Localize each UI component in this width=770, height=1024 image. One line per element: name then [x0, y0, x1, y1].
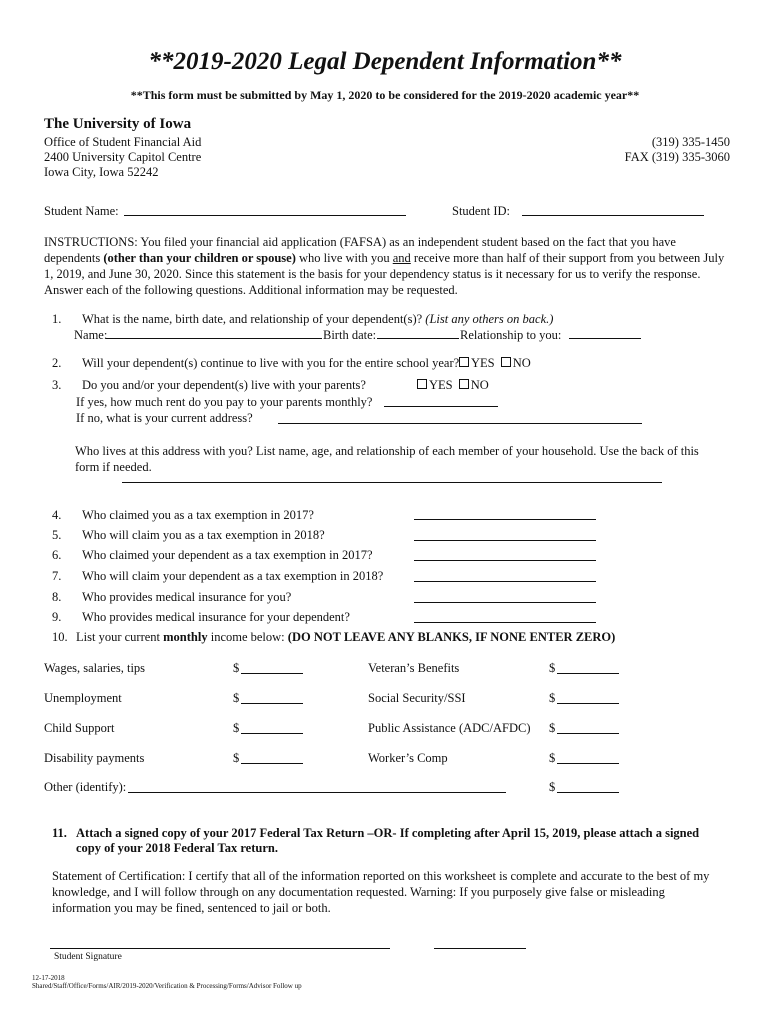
- office-address: 2400 University Capitol Centre: [44, 150, 202, 164]
- q1-relationship-label: Relationship to you:: [460, 328, 562, 342]
- question-1: 1. What is the name, birth date, and relationship of your dependent(s)? (List any others on back.): [52, 312, 554, 326]
- veterans-amount-field[interactable]: [557, 673, 619, 674]
- household-question: Who lives at this address with you? List name, age, and relationship of each member of your household. Use the back of this form if needed.: [75, 444, 699, 474]
- disability-amount-field[interactable]: [241, 763, 303, 764]
- q3-rent-label: If yes, how much rent do you pay to your parents monthly?: [76, 395, 373, 409]
- other-amount-field[interactable]: [557, 792, 619, 793]
- certification-statement: Statement of Certification: I certify that all of the information reported on this worksheet is complete and accurate to the best of my knowledge, and I will follow through on any documentation requested. Warning: If you purposely give false or misleading information you may be fined, sentenced to jail or both.: [52, 869, 710, 915]
- q8-answer-field[interactable]: [414, 602, 596, 603]
- q3-yes-checkbox[interactable]: [417, 379, 427, 389]
- student-signature-field[interactable]: [50, 948, 390, 949]
- question-2: 2. Will your dependent(s) continue to live with you for the entire school year?: [52, 356, 460, 370]
- current-address-field[interactable]: [278, 423, 642, 424]
- office-city: Iowa City, Iowa 52242: [44, 165, 159, 179]
- university-name: The University of Iowa: [44, 116, 192, 132]
- question-3: 3. Do you and/or your dependent(s) live with your parents?: [52, 378, 366, 392]
- dependent-name-field[interactable]: [106, 338, 322, 339]
- question-4: 4. Who claimed you as a tax exemption in 2017?: [52, 508, 314, 522]
- dollar-sign: $: [549, 691, 556, 705]
- child-support-amount-field[interactable]: [241, 733, 303, 734]
- signature-date-field[interactable]: [434, 948, 526, 949]
- q9-answer-field[interactable]: [414, 622, 596, 623]
- student-name-label: Student Name:: [44, 204, 119, 218]
- form-title: **2019-2020 Legal Dependent Information**: [148, 48, 622, 75]
- office-fax: FAX (319) 335-3060: [624, 150, 730, 164]
- income-public-assistance-label: Public Assistance (ADC/AFDC): [368, 721, 531, 735]
- question-6: 6. Who claimed your dependent as a tax exemption in 2017?: [52, 548, 373, 562]
- dollar-sign: $: [233, 661, 240, 675]
- q2-no-checkbox[interactable]: [501, 357, 511, 367]
- q6-answer-field[interactable]: [414, 560, 596, 561]
- income-child-support-label: Child Support: [44, 721, 115, 735]
- ssi-amount-field[interactable]: [557, 703, 619, 704]
- dollar-sign: $: [233, 691, 240, 705]
- dollar-sign: $: [549, 661, 556, 675]
- question-10: 10. List your current monthly income below: (DO NOT LEAVE ANY BLANKS, IF NONE ENTER ZERO): [52, 630, 616, 644]
- question-8: 8. Who provides medical insurance for you?: [52, 590, 292, 604]
- dollar-sign: $: [549, 780, 556, 794]
- income-workers-comp-label: Worker’s Comp: [368, 751, 448, 765]
- office-name: Office of Student Financial Aid: [44, 135, 202, 149]
- q1-name-label: Name:: [74, 328, 108, 342]
- income-unemployment-label: Unemployment: [44, 691, 122, 705]
- dollar-sign: $: [549, 751, 556, 765]
- q2-yes-checkbox[interactable]: [459, 357, 469, 367]
- income-wages-label: Wages, salaries, tips: [44, 661, 146, 675]
- income-disability-label: Disability payments: [44, 751, 145, 765]
- question-9: 9. Who provides medical insurance for your dependent?: [52, 610, 350, 624]
- student-name-field[interactable]: [124, 215, 406, 216]
- office-phone: (319) 335-1450: [651, 135, 730, 149]
- student-signature-label: Student Signature: [54, 952, 122, 962]
- workers-comp-amount-field[interactable]: [557, 763, 619, 764]
- revision-date: 12-17-2018: [32, 974, 65, 982]
- question-7: 7. Who will claim your dependent as a tax exemption in 2018?: [52, 569, 384, 583]
- file-path: Shared/Staff/Office/Forms/AIR/2019-2020/Verification & Processing/Forms/Advisor Follow up: [32, 982, 302, 990]
- question-5: 5. Who will claim you as a tax exemption in 2018?: [52, 528, 325, 542]
- item-11-continued: copy of your 2018 Federal Tax return.: [76, 841, 278, 855]
- q7-answer-field[interactable]: [414, 581, 596, 582]
- instructions: INSTRUCTIONS: You filed your financial aid application (FAFSA) as an independent student based on the fact that you have dependents (other than your children or spouse) who live with you and receive more than half of their support from you between July 1, 2019, and June 30, 2020. Since this statement is the basis for your dependency status is it necessary for us to verify the response. Answer each of the following questions. Additional information may be requested.: [44, 235, 725, 297]
- q5-answer-field[interactable]: [414, 540, 596, 541]
- item-11: 11. Attach a signed copy of your 2017 Federal Tax Return –OR- If completing after April 15, 2019, please attach a signed: [52, 826, 700, 840]
- q3-address-label: If no, what is your current address?: [76, 411, 253, 425]
- q1-birth-label: Birth date:: [323, 328, 377, 342]
- rent-amount-field[interactable]: [384, 406, 498, 407]
- dependent-birthdate-field[interactable]: [377, 338, 459, 339]
- wages-amount-field[interactable]: [241, 673, 303, 674]
- q3-no-checkbox[interactable]: [459, 379, 469, 389]
- q4-answer-field[interactable]: [414, 519, 596, 520]
- dollar-sign: $: [233, 751, 240, 765]
- student-id-field[interactable]: [522, 215, 704, 216]
- form-subtitle: **This form must be submitted by May 1, 2020 to be considered for the 2019-2020 academic year**: [130, 88, 640, 102]
- household-field[interactable]: [122, 482, 662, 483]
- income-ssi-label: Social Security/SSI: [368, 691, 466, 705]
- unemployment-amount-field[interactable]: [241, 703, 303, 704]
- q3-options: YES NO: [414, 378, 489, 393]
- income-other-label: Other (identify):: [44, 780, 127, 794]
- q2-options: YES NO: [456, 356, 531, 371]
- dependent-relationship-field[interactable]: [569, 338, 641, 339]
- dollar-sign: $: [549, 721, 556, 735]
- public-assistance-amount-field[interactable]: [557, 733, 619, 734]
- dollar-sign: $: [233, 721, 240, 735]
- income-veterans-label: Veteran’s Benefits: [368, 661, 460, 675]
- other-income-identify-field[interactable]: [128, 792, 506, 793]
- student-id-label: Student ID:: [452, 204, 510, 218]
